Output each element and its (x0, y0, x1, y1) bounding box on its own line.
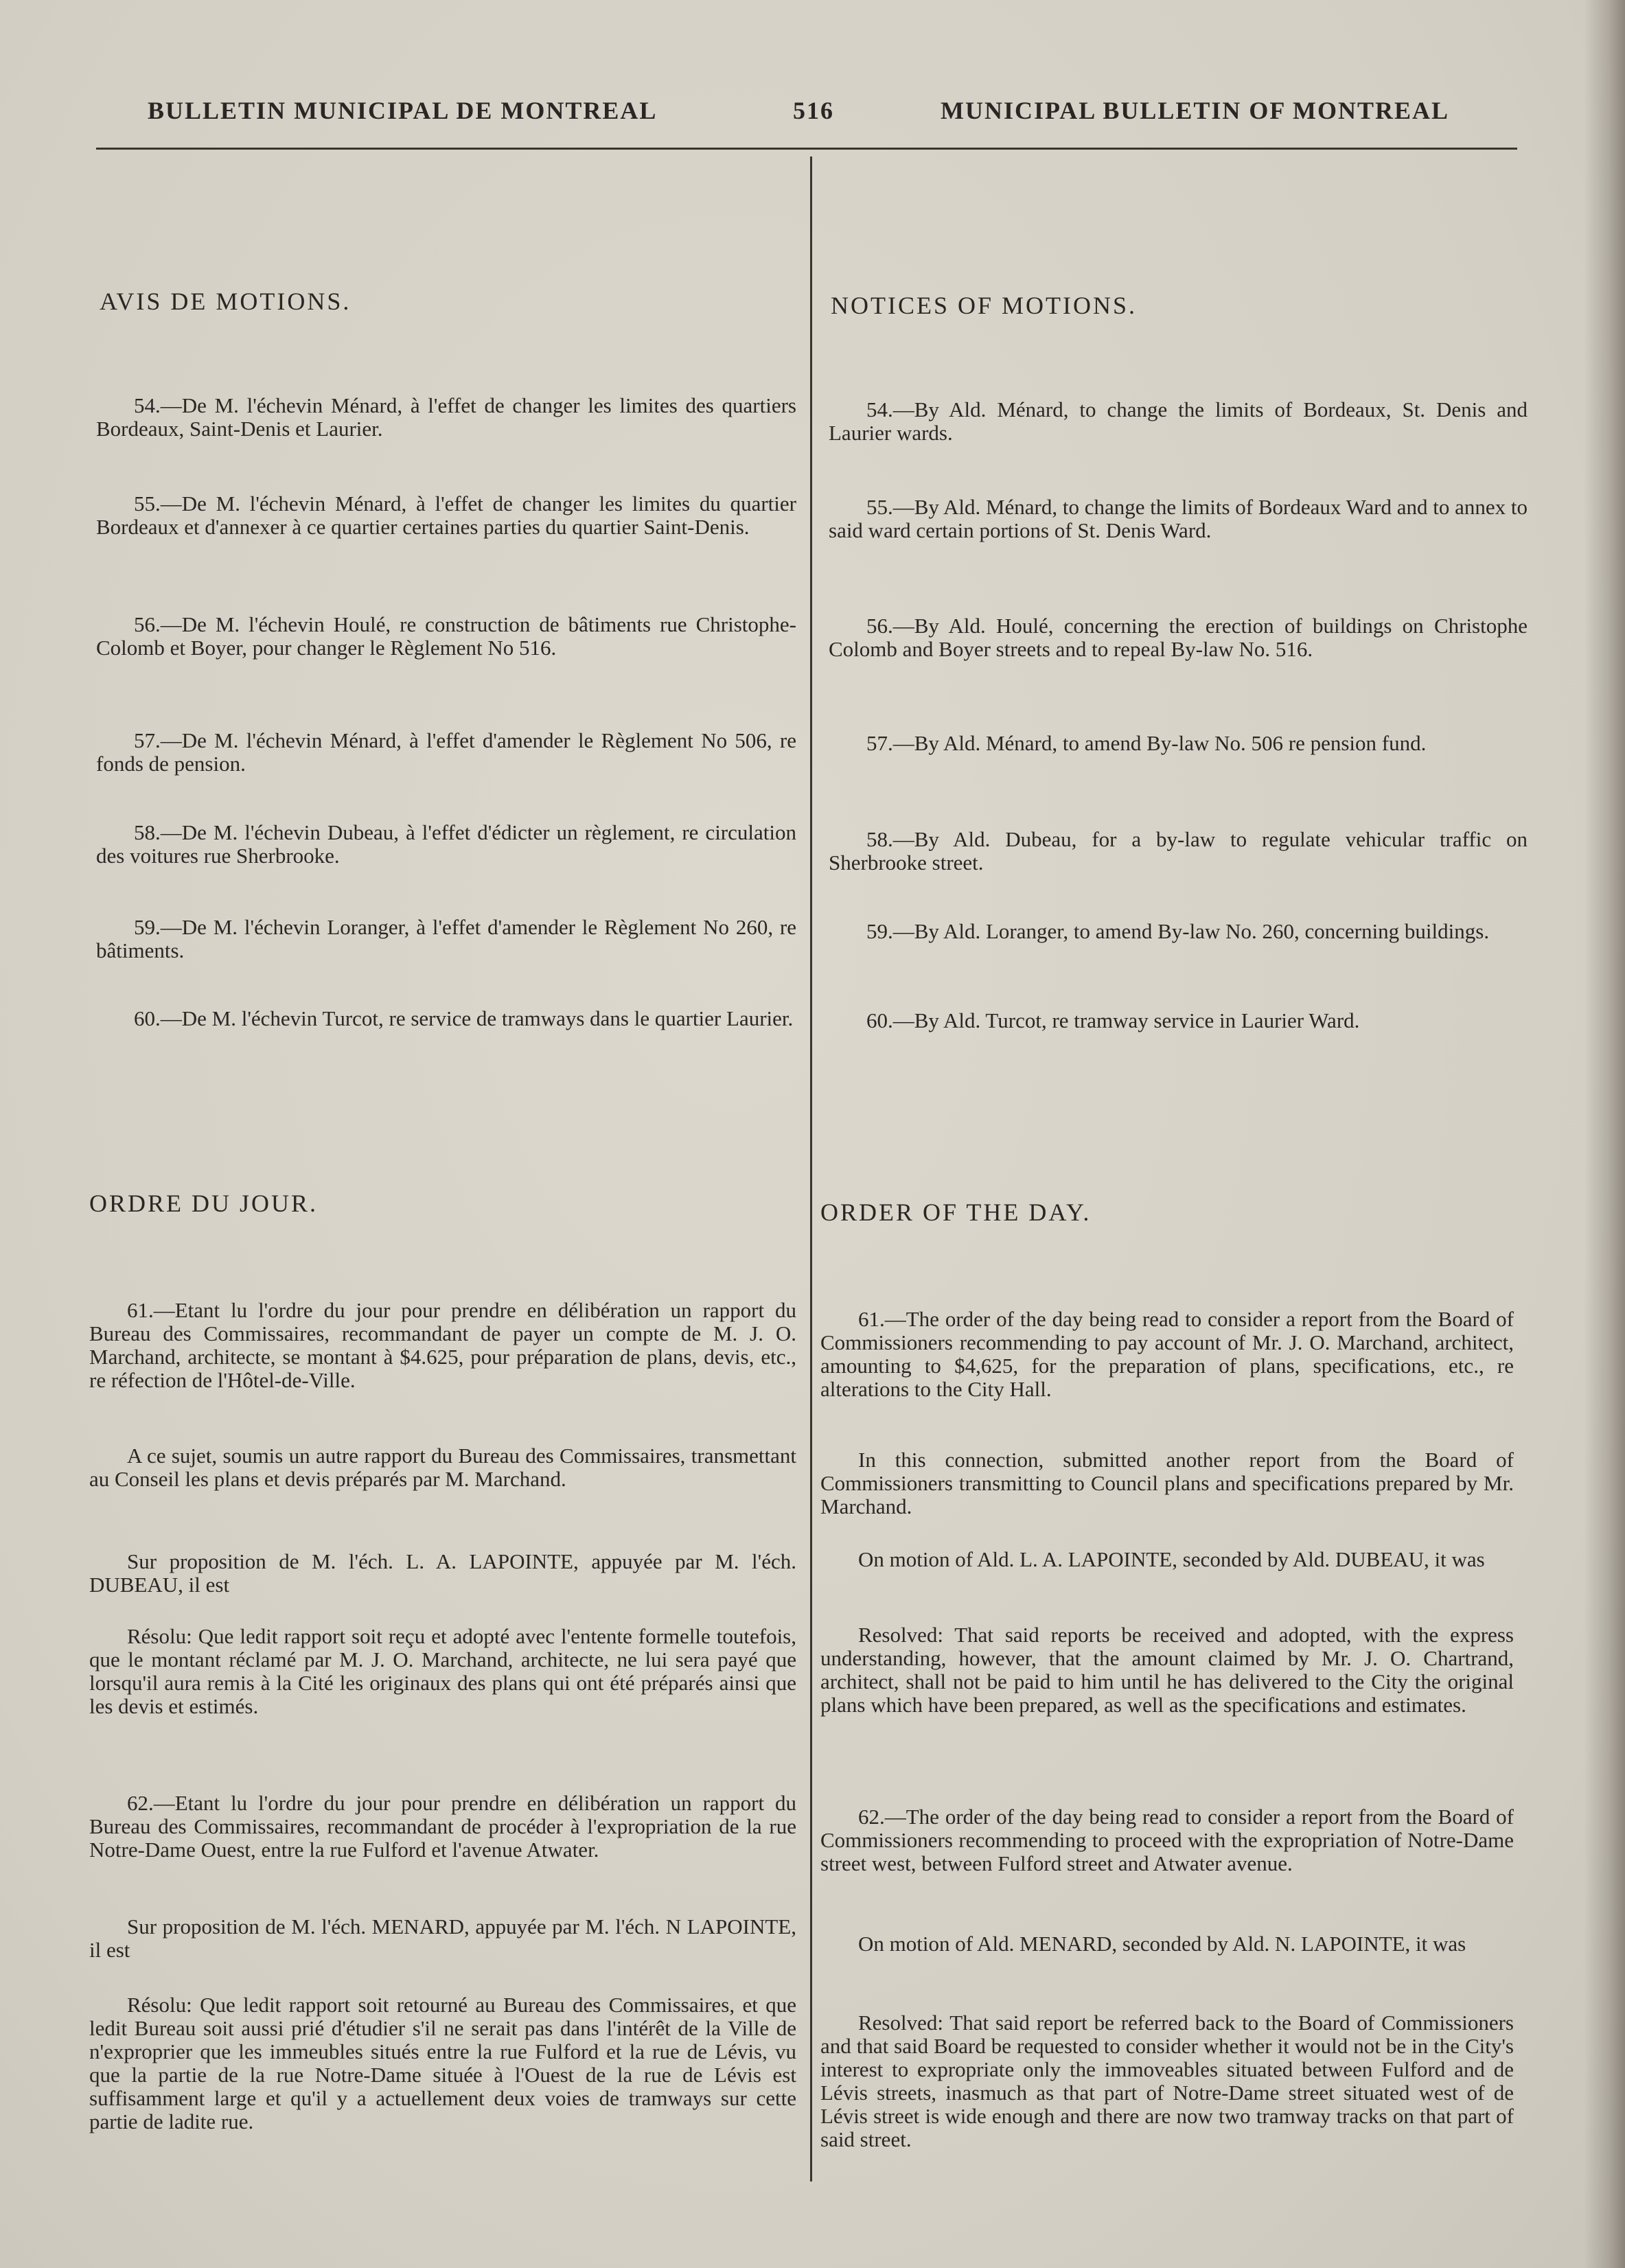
heading-avis-de-motions: AVIS DE MOTIONS. (100, 288, 351, 315)
item-62-motion-fr: Sur proposition de M. l'éch. MENARD, appuyée par M. l'éch. N LAPOINTE, il est (89, 1914, 796, 1962)
page-number: 516 (793, 97, 834, 124)
motion-56-en: 56.—By Ald. Houlé, concerning the erection of buildings on Christophe Colomb and Boyer streets and to repeal By-law No. 516. (829, 614, 1528, 661)
item-61-resolved-fr: Résolu: Que ledit rapport soit reçu et adopté avec l'entente formelle toutefois, que le montant réclamé par M. J. O. Marchand, architecte, ne lui sera payé que lorsqu'il aura remis à la Cité les originaux des plans qui ont été préparés ainsi que les devis et estimés. (89, 1624, 796, 1718)
motion-54-en: 54.—By Ald. Ménard, to change the limits of Bordeaux, St. Denis and Laurier wards. (829, 397, 1528, 445)
heading-ordre-du-jour: ORDRE DU JOUR. (89, 1190, 319, 1217)
item-62-motion-en: On motion of Ald. MENARD, seconded by Ald. N. LAPOINTE, it was (858, 1932, 1466, 1956)
page-header (0, 96, 1625, 137)
item-62-resolved-fr: Résolu: Que ledit rapport soit retourné au Bureau des Commissaires, et que ledit Bureau soit aussi prié d'étudier s'il ne serait pas dans l'intérêt de la Ville de n'exproprier que les immeubles situés entre la rue Fulford et la rue de Lévis, vu que la partie de la rue Notre-Dame située à l'Ouest de la rue de Lévis est suffisamment large et qu'il y a actuellement deux voies de tramways sur cette partie de ladite rue. (89, 1993, 796, 2133)
motion-59-en: 59.—By Ald. Loranger, to amend By-law No. 260, concerning buildings. (866, 919, 1490, 943)
item-62-en: 62.—The order of the day being read to consider a report from the Board of Commissioners recommending to proceed with the expropriation of Notre-Dame street west, between Fulford street and Atwater avenue. (820, 1805, 1514, 1875)
motion-57-en: 57.—By Ald. Ménard, to amend By-law No. 506 re pension fund. (866, 731, 1427, 755)
motion-60-fr: 60.—De M. l'échevin Turcot, re service de tramways dans le quartier Laurier. (134, 1006, 794, 1030)
motion-59-fr: 59.—De M. l'échevin Loranger, à l'effet d'amender le Règlement No 260, re bâtiments. (96, 915, 796, 962)
page-gutter-shadow (1584, 0, 1625, 2268)
header-rule (96, 148, 1517, 150)
motion-60-en: 60.—By Ald. Turcot, re tramway service in Laurier Ward. (866, 1008, 1360, 1032)
column-divider (810, 157, 812, 2182)
item-61-resolved-en: Resolved: That said reports be received and adopted, with the express understanding, however, that the amount claimed by Mr. J. O. Chartrand, architect, shall not be paid to him until he has delivered to the City the original plans which have been prepared, as well as the specifications and estimates. (820, 1623, 1514, 1717)
header-title-fr: BULLETIN MUNICIPAL DE MONTREAL (148, 97, 658, 124)
item-61-en: 61.—The order of the day being read to consider a report from the Board of Commissioners recommending to pay account of Mr. J. O. Marchand, architect, amounting to $4,625, for the preparation of plans, specifications, etc., re alterations to the City Hall. (820, 1307, 1514, 1401)
header-title-en: MUNICIPAL BULLETIN OF MONTREAL (941, 97, 1450, 124)
motion-56-fr: 56.—De M. l'échevin Houlé, re construction de bâtiments rue Christophe-Colomb et Boyer, pour changer le Règlement No 516. (96, 612, 796, 660)
heading-notices-of-motions: NOTICES OF MOTIONS. (831, 292, 1138, 319)
item-62-resolved-en: Resolved: That said report be referred back to the Board of Commissioners and that said Board be requested to consider whether it would not be in the City's interest to expropriate only the immoveables situated between Fulford and de Lévis streets, inasmuch as that part of Notre-Dame street situated west of de Lévis street is wide enough and there are now two tramway tracks on that part of said street. (820, 2011, 1514, 2151)
item-61-motion-en: On motion of Ald. L. A. LAPOINTE, seconded by Ald. DUBEAU, it was (858, 1547, 1485, 1571)
item-61-motion-fr: Sur proposition de M. l'éch. L. A. LAPOINTE, appuyée par M. l'éch. DUBEAU, il est (89, 1549, 796, 1597)
motion-55-en: 55.—By Ald. Ménard, to change the limits of Bordeaux Ward and to annex to said ward certain portions of St. Denis Ward. (829, 495, 1528, 542)
item-61-fr: 61.—Etant lu l'ordre du jour pour prendre en délibération un rapport du Bureau des Commissaires, recommandant de payer un compte de M. J. O. Marchand, architecte, se montant à $4.625, pour préparation de plans, devis, etc., re réfection de l'Hôtel-de-Ville. (89, 1298, 796, 1392)
item-61-submitted-en: In this connection, submitted another report from the Board of Commissioners transmitting to Council plans and specifications prepared by Mr. Marchand. (820, 1448, 1514, 1518)
item-61-submitted-fr: A ce sujet, soumis un autre rapport du Bureau des Commissaires, transmettant au Conseil les plans et devis préparés par M. Marchand. (89, 1444, 796, 1491)
motion-57-fr: 57.—De M. l'échevin Ménard, à l'effet d'amender le Règlement No 506, re fonds de pension. (96, 728, 796, 776)
motion-54-fr: 54.—De M. l'échevin Ménard, à l'effet de changer les limites des quartiers Bordeaux, Saint-Denis et Laurier. (96, 393, 796, 441)
motion-58-en: 58.—By Ald. Dubeau, for a by-law to regulate vehicular traffic on Sherbrooke street. (829, 827, 1528, 875)
motion-58-fr: 58.—De M. l'échevin Dubeau, à l'effet d'édicter un règlement, re circulation des voitures rue Sherbrooke. (96, 820, 796, 868)
heading-order-of-the-day: ORDER OF THE DAY. (820, 1199, 1092, 1226)
item-62-fr: 62.—Etant lu l'ordre du jour pour prendre en délibération un rapport du Bureau des Commissaires, recommandant de procéder à l'expropriation de la rue Notre-Dame Ouest, entre la rue Fulford et l'avenue Atwater. (89, 1791, 796, 1862)
motion-55-fr: 55.—De M. l'échevin Ménard, à l'effet de changer les limites du quartier Bordeaux et d'annexer à ce quartier certaines parties du quartier Saint-Denis. (96, 491, 796, 539)
